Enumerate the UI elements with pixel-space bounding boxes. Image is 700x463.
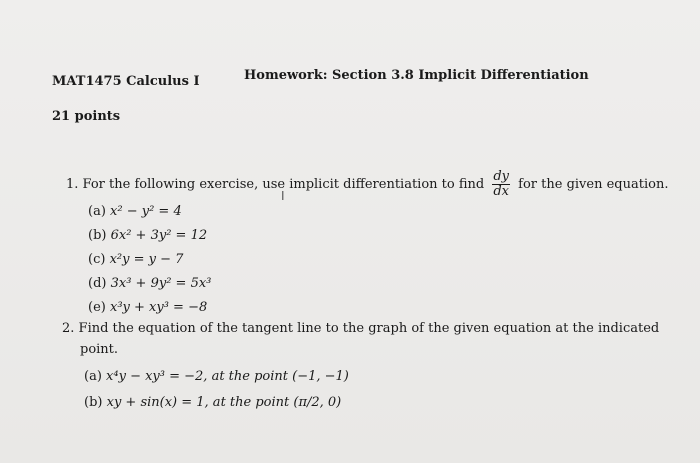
item-label: (a) [84,369,102,384]
question-2-text-line1: Find the equation of the tangent line to the graph of the given equation at the indicated [78,321,660,336]
question-1-item-b [88,224,211,248]
question-2-item-a [84,364,349,390]
question-1-prompt [66,170,668,199]
item-label: (d) [88,276,107,291]
question-1-number: 1. [66,177,79,192]
item-equation: x²y = y − 7 [109,252,184,267]
points-label: 21 points [52,109,121,124]
question-2-items [84,364,349,416]
text-cursor-icon: I [281,189,285,203]
question-1-text-after: for the given equation. [518,177,669,192]
question-2-prompt [62,318,662,360]
course-title: MAT1475 Calculus I [52,74,200,89]
item-equation: x² − y² = 4 [110,204,182,219]
item-label: (a) [88,204,106,219]
item-label: (e) [88,300,106,315]
question-2-item-b [84,390,349,416]
fraction-denominator: dx [493,184,510,199]
question-1-items [88,200,211,320]
item-equation: xy + sin(x) = 1, at the point (π/2, 0) [106,395,342,410]
fraction-numerator: dy [493,169,510,184]
dy-dx-fraction [492,170,510,199]
item-label: (c) [88,252,106,267]
item-equation: x³y + xy³ = −8 [109,300,208,315]
question-2-number: 2. [62,321,75,336]
item-equation: 3x³ + 9y² = 5x³ [110,276,212,291]
question-2-text-line2: point. [80,342,119,357]
homework-title: Homework: Section 3.8 Implicit Differentiation [244,68,589,83]
question-1-text-before: For the following exercise, use implicit differentiation to find [82,177,485,192]
item-equation: x⁴y − xy³ = −2, at the point (−1, −1) [106,369,349,384]
question-1-item-d [88,272,211,296]
item-label: (b) [84,395,103,410]
item-label: (b) [88,228,107,243]
item-equation: 6x² + 3y² = 12 [110,228,208,243]
question-1-item-c [88,248,211,272]
question-1-item-a [88,200,211,224]
question-1-item-e [88,296,211,320]
